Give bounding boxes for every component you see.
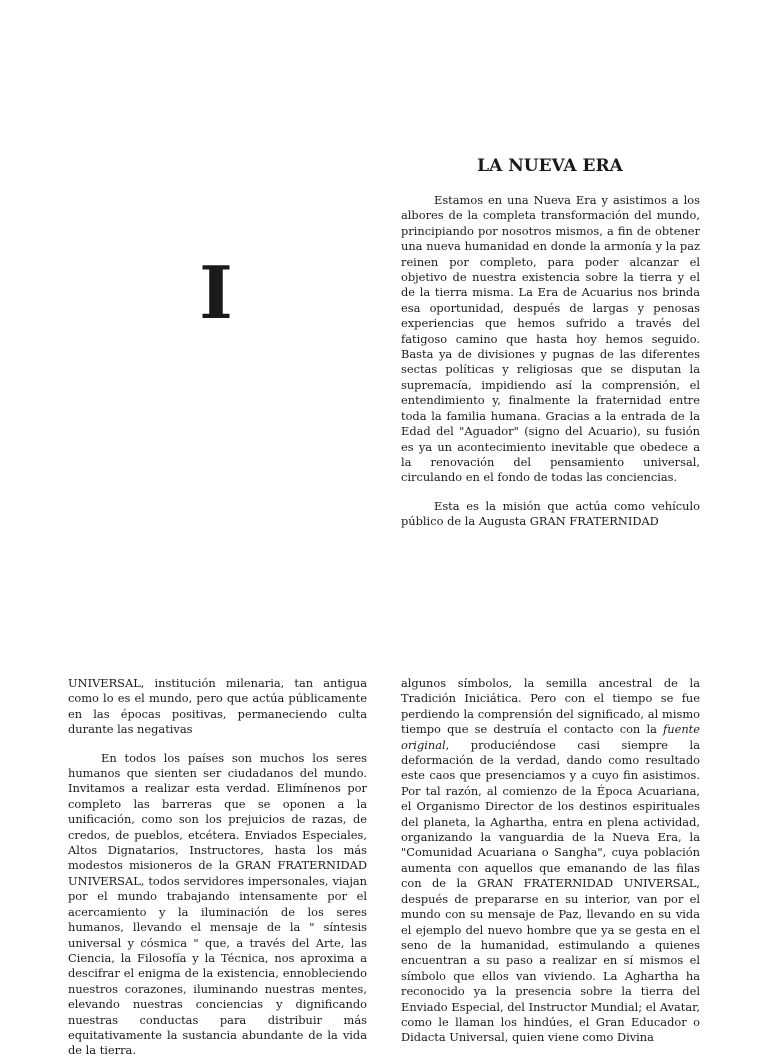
column-bottom-left <box>68 676 367 1059</box>
paragraph: En todos los países son muchos los seres humanos que sienten ser ciudadanos del mundo. Invitamos a realizar esta verdad. Elimínenos por completo las barreras que se oponen a la unificación, como son los prejuicios de razas, de credos, de pueblos, etcétera. Enviados Especiales, Altos Dignatarios, Instructores, hasta los más modestos misioneros de la GRAN FRATERNIDAD UNIVERSAL, todos servidores impersonales, viajan por el mundo trabajando intensamente por el acercamiento y la iluminación de los seres humanos, llevando el mensaje de la " síntesis universal y cósmica " que, a través del Arte, las Ciencia, la Filosofía y la Técnica, nos aproxima a descifrar el enigma de la existencia, ennobleciendo nuestros corazones, iluminando nuestras mentes, elevando nuestras conciencias y dignificando nuestras conductas para distribuir más equitativamente la sustancia abundante de la vida de la tierra. <box>68 750 367 1058</box>
paragraph: Estamos en una Nueva Era y asistimos a los albores de la completa transformación del mundo, principiando por nosotros mismos, a fin de obtener una nueva humanidad en donde la armonía y la paz reinen por completo, para poder alcanzar el objetivo de nuestra existencia sobre la tierra y el de la tierra misma. La Era de Acuarius nos brinda esa oportunidad, después de largas y penosas experiencias que hemos sufrido a través del fatigoso camino que hasta hoy hemos seguido. Basta ya de divisiones y pugnas de las diferentes sectas políticas y religiosas que se disputan la supremacía, impidiendo así la comprensión, el entendimiento y, finalmente la fraternidad entre toda la familia humana. Gracias a la entrada de la Edad del "Aguador" (signo del Acuario), su fusión es ya un acontecimiento inevitable que obedece a la renovación del pensamiento universal, circulando en el fondo de todas las conciencias. <box>401 193 700 485</box>
text-run: algunos símbolos, la semilla ancestral de la Tradición Iniciática. Pero con el tiempo se fue perdiendo la comprensión del significado, al mismo tiempo que se destruía el contacto con la <box>401 676 700 737</box>
chapter-numeral: I <box>199 250 233 335</box>
chapter-title: LA NUEVA ERA <box>477 156 623 176</box>
emphasis-text: fuente original <box>401 722 700 752</box>
paragraph: UNIVERSAL, institución milenaria, tan antigua como lo es el mundo, pero que actúa públicamente en las épocas positivas, permaneciendo culta durante las negativas <box>68 676 367 737</box>
paragraph <box>401 676 700 1046</box>
column-top-right <box>401 193 700 530</box>
text-run: , produciéndose casi siempre la deformación de la verdad, dando como resultado este caos que presenciamos y a cuyo fin asistimos. Por tal razón, al comienzo de la Época Acuariana, el Organismo Director de los destinos espirituales del planeta, la Aghartha, entra en plena actividad, organizando la vanguardia de la Nueva Era, la "Comunidad Acuariana o Sangha", cuya población aumenta con aquellos que emanando de las filas con de la GRAN FRATERNIDAD UNIVERSAL, después de prepararse en su interior, van por el mundo con su mensaje de Paz, llevando en su vida el ejemplo del nuevo hombre que ya se gesta en el seno de la humanidad, estimulando a quienes encuentran a su paso a realizar en sí mismos el símbolo que ellos van viviendo. La Aghartha ha reconocido ya la presencia sobre la tierra del Enviado Especial, del Instructor Mundial; el Avatar, como le llaman los hindúes, el Gran Educador o Didacta Universal, quien viene como Divina <box>401 737 700 1045</box>
paragraph: Esta es la misión que actúa como vehículo público de la Augusta GRAN FRATERNIDAD <box>401 498 700 529</box>
column-bottom-right <box>401 676 700 1045</box>
